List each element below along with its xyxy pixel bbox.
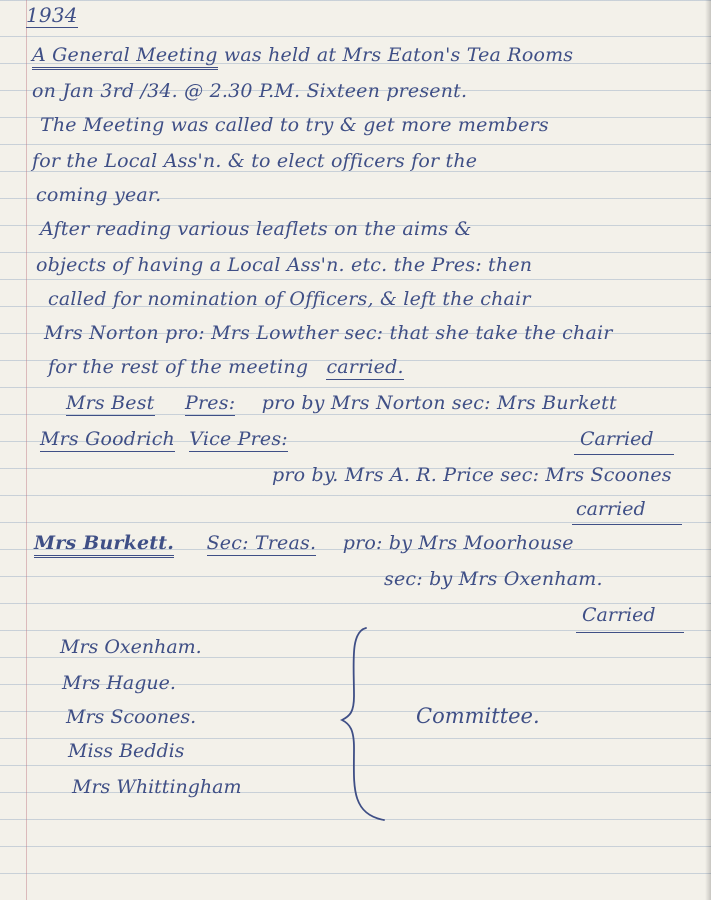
minutes-line-8: called for nomination of Officers, & left the chair: [48, 288, 531, 310]
minutes-line-10: [48, 356, 404, 378]
vice-motion-line: pro by. Mrs A. R. Price sec: Mrs Scoones: [272, 464, 672, 486]
minutes-line-3: The Meeting was called to try & get more members: [40, 114, 549, 136]
president-name: Mrs Best: [66, 392, 155, 414]
vice-president-role: Vice Pres:: [189, 428, 288, 450]
committee-member-1: Mrs Oxenham.: [60, 636, 202, 658]
minutes-line-1: [32, 44, 573, 66]
minutes-line-10-text: for the rest of the meeting: [48, 356, 309, 378]
committee-brace: [336, 624, 390, 824]
secretary-motion-1: pro: by Mrs Moorhouse: [342, 532, 574, 554]
minutes-line-6: After reading various leaflets on the aims &: [40, 218, 472, 240]
vice-president-line: [40, 428, 288, 450]
secretary-motion-2: sec: by Mrs Oxenham.: [384, 568, 603, 590]
minutes-line-1-rest: was held at Mrs Eaton's Tea Rooms: [223, 44, 574, 66]
minutes-line-9: Mrs Norton pro: Mrs Lowther sec: that she take the chair: [44, 322, 613, 344]
vice-carried-rule-2: [572, 524, 682, 525]
year-heading-line: [26, 4, 78, 27]
margin-line: [26, 0, 27, 900]
vice-carried-note-2: carried: [576, 498, 646, 520]
minutes-line-7: objects of having a Local Ass'n. etc. the Pres: then: [36, 254, 533, 276]
president-role: Pres:: [185, 392, 236, 414]
vice-president-name: Mrs Goodrich: [40, 428, 175, 450]
secretary-line: [34, 532, 574, 554]
minutes-line-4: for the Local Ass'n. & to elect officers for the: [32, 150, 478, 172]
committee-member-4: Miss Beddis: [68, 740, 185, 762]
committee-member-2: Mrs Hague.: [62, 672, 176, 694]
committee-member-3: Mrs Scoones.: [66, 706, 197, 728]
secretary-carried-rule: [576, 632, 684, 633]
president-line: [66, 392, 617, 414]
secretary-carried-note: Carried: [582, 604, 656, 626]
carried-note: carried.: [326, 356, 404, 378]
secretary-name: Mrs Burkett.: [34, 532, 174, 558]
minutes-line-2: on Jan 3rd /34. @ 2.30 P.M. Sixteen present.: [32, 80, 468, 102]
president-motion: pro by Mrs Norton sec: Mrs Burkett: [261, 392, 617, 414]
committee-label: Committee.: [416, 704, 540, 728]
vice-carried-rule: [574, 454, 674, 455]
vice-carried-note: Carried: [580, 428, 654, 450]
minutes-line-5: coming year.: [36, 184, 162, 206]
general-meeting-heading: A General Meeting: [32, 44, 218, 70]
year-heading: 1934: [26, 3, 78, 27]
page-edge-shadow: [705, 0, 711, 900]
committee-member-5: Mrs Whittingham: [72, 776, 242, 798]
secretary-role: Sec: Treas.: [206, 532, 317, 554]
